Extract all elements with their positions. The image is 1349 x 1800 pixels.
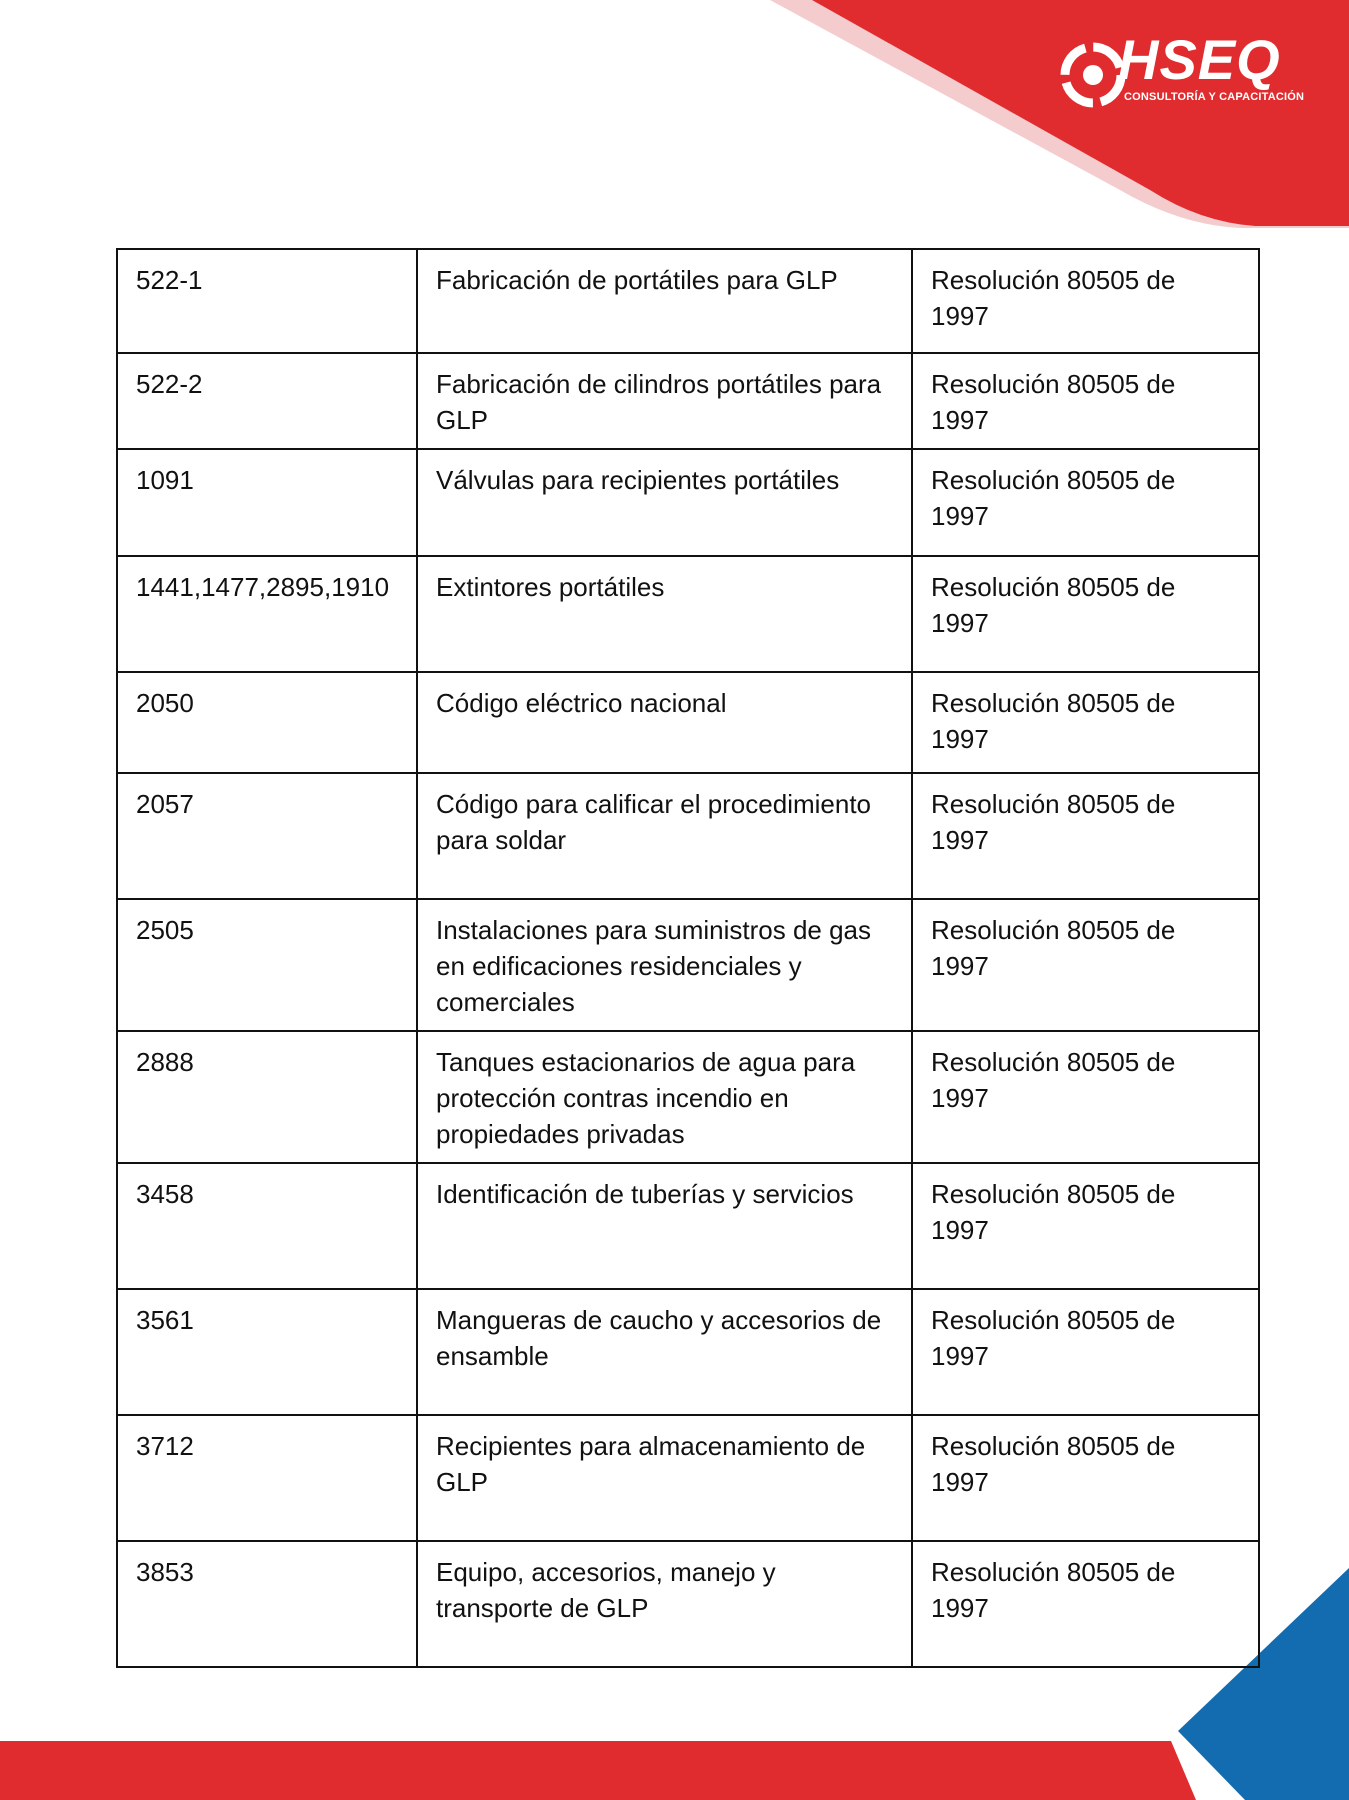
- hseq-logo: [1060, 28, 1310, 113]
- description-cell: Mangueras de caucho y accesorios de ensamble: [417, 1289, 912, 1415]
- code-cell: 2505: [117, 899, 417, 1031]
- description-cell: Tanques estacionarios de agua para protección contras incendio en propiedades privadas: [417, 1031, 912, 1163]
- table-row: [117, 672, 1259, 773]
- table-row: [117, 1289, 1259, 1415]
- table-row: [117, 249, 1259, 353]
- code-cell: 1441,1477,2895,1910: [117, 556, 417, 672]
- reference-cell: Resolución 80505 de 1997: [912, 672, 1259, 773]
- table-row: [117, 556, 1259, 672]
- reference-cell: Resolución 80505 de 1997: [912, 773, 1259, 899]
- description-cell: Equipo, accesorios, manejo y transporte de GLP: [417, 1541, 912, 1667]
- description-cell: Extintores portátiles: [417, 556, 912, 672]
- code-cell: 522-1: [117, 249, 417, 353]
- table-row: [117, 1031, 1259, 1163]
- reference-cell: Resolución 80505 de 1997: [912, 249, 1259, 353]
- brand-tagline: CONSULTORÍA Y CAPACITACIÓN: [1124, 91, 1305, 103]
- standards-table: [116, 248, 1260, 1668]
- reference-cell: Resolución 80505 de 1997: [912, 1163, 1259, 1289]
- description-cell: Recipientes para almacenamiento de GLP: [417, 1415, 912, 1541]
- reference-cell: Resolución 80505 de 1997: [912, 353, 1259, 449]
- description-cell: Válvulas para recipientes portátiles: [417, 449, 912, 556]
- code-cell: 2888: [117, 1031, 417, 1163]
- code-cell: 522-2: [117, 353, 417, 449]
- brand-name: HSEQ: [1118, 28, 1281, 91]
- code-cell: 3853: [117, 1541, 417, 1667]
- description-cell: Fabricación de portátiles para GLP: [417, 249, 912, 353]
- reference-cell: Resolución 80505 de 1997: [912, 1289, 1259, 1415]
- table-row: [117, 1163, 1259, 1289]
- table-row: [117, 449, 1259, 556]
- hseq-swirl-icon: [1060, 42, 1126, 108]
- reference-cell: Resolución 80505 de 1997: [912, 899, 1259, 1031]
- reference-cell: Resolución 80505 de 1997: [912, 1415, 1259, 1541]
- table-row: [117, 899, 1259, 1031]
- table-row: [117, 1415, 1259, 1541]
- code-cell: 3561: [117, 1289, 417, 1415]
- table-row: [117, 773, 1259, 899]
- code-cell: 3458: [117, 1163, 417, 1289]
- code-cell: 1091: [117, 449, 417, 556]
- reference-cell: Resolución 80505 de 1997: [912, 556, 1259, 672]
- footer-red-band: [0, 1741, 1196, 1800]
- code-cell: 2057: [117, 773, 417, 899]
- code-cell: 2050: [117, 672, 417, 773]
- reference-cell: Resolución 80505 de 1997: [912, 1541, 1259, 1667]
- description-cell: Instalaciones para suministros de gas en edificaciones residenciales y comerciales: [417, 899, 912, 1031]
- description-cell: Identificación de tuberías y servicios: [417, 1163, 912, 1289]
- reference-cell: Resolución 80505 de 1997: [912, 449, 1259, 556]
- description-cell: Fabricación de cilindros portátiles para GLP: [417, 353, 912, 449]
- reference-cell: Resolución 80505 de 1997: [912, 1031, 1259, 1163]
- table-row: [117, 1541, 1259, 1667]
- description-cell: Código eléctrico nacional: [417, 672, 912, 773]
- description-cell: Código para calificar el procedimiento para soldar: [417, 773, 912, 899]
- code-cell: 3712: [117, 1415, 417, 1541]
- table-row: [117, 353, 1259, 449]
